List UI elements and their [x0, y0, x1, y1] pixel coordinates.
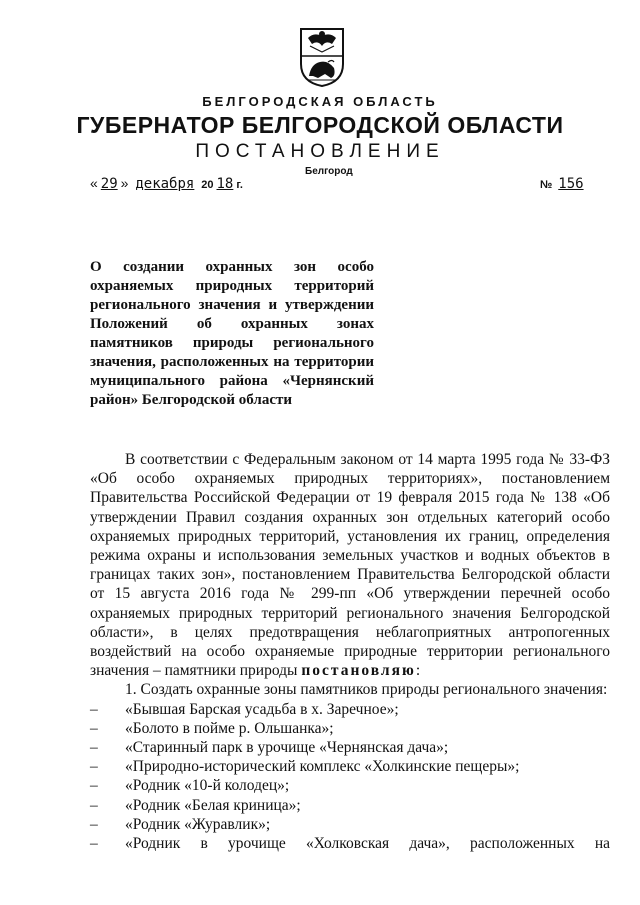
list-dash: –	[90, 719, 98, 737]
decree-subject: О создании охранных зон особо охраняемых природных территорий регионального значения и утверждении Положений об охранных зонах памятников природы регионального значения, расположенных на территории муниципального района «Чернянский район» Белгородской области	[90, 259, 374, 408]
list-item	[90, 815, 610, 834]
date-year-suffix: 18	[216, 176, 234, 192]
preamble-paragraph	[90, 450, 610, 680]
clause-1: 1. Создать охранные зоны памятников природы регионального значения:	[125, 681, 608, 699]
list-item	[90, 776, 610, 795]
list-item	[90, 757, 610, 776]
list-item-text: «Родник «Белая криница»;	[125, 796, 301, 814]
list-item	[90, 738, 610, 757]
list-item	[90, 719, 610, 738]
date-day: 29	[100, 176, 118, 192]
list-dash: –	[90, 758, 98, 776]
list-dash: –	[90, 700, 98, 718]
region-heading: БЕЛГОРОДСКАЯ ОБЛАСТЬ	[202, 94, 438, 109]
decree-word: постановляю	[301, 662, 416, 680]
list-dash: –	[90, 777, 98, 795]
list-dash: –	[90, 835, 98, 853]
decree-number	[540, 175, 590, 192]
document-type: ПОСТАНОВЛЕНИЕ	[195, 141, 445, 162]
preamble-tail: :	[415, 662, 421, 680]
coat-of-arms-icon	[298, 26, 346, 88]
list-item-text: «Родник в урочище «Холковская дача», расположенных на	[125, 835, 610, 853]
list-item	[90, 834, 610, 853]
list-item-text: «Старинный парк в урочище «Чернянская дача»;	[125, 739, 449, 757]
date-year-prefix: 20	[201, 179, 214, 191]
list-item-text: «Родник «Журавлик»;	[125, 815, 271, 833]
list-item-text: «Природно-исторический комплекс «Холкинские пещеры»;	[125, 758, 520, 776]
list-item-text: «Бывшая Барская усадьба в х. Заречное»;	[125, 700, 399, 718]
decree-date	[90, 175, 243, 192]
governor-heading: ГУБЕРНАТОР БЕЛГОРОДСКОЙ ОБЛАСТИ	[76, 112, 564, 138]
preamble-text: В соответствии с Федеральным законом от 14 марта 1995 года № 33-ФЗ «Об особо охраняемых природных территориях», постановлением Правительства Российской Федерации от 19 февраля 2015 года № 138 «Об утверждении Правил создания охранных зон отдельных категорий особо охраняемых природных территорий, установления их границ, определения режима охраны и использования земельных участков и водных объектов в границах таких зон», постановлением Правительства Белгородской области от 15 августа 2016 года № 299-пп «Об утверждении перечней особо охраняемых природных территорий регионального значения Белгородской области», в целях предотвращения неблагоприятных антропогенных воздействий на особо охраняемые природные территории регионального значения – памятники природы	[90, 451, 610, 680]
list-item-text: «Родник «10-й колодец»;	[125, 777, 290, 795]
date-close-quote: »	[120, 175, 129, 191]
list-dash: –	[90, 796, 98, 814]
list-dash: –	[90, 815, 98, 833]
decree-body	[90, 450, 610, 853]
list-item	[90, 700, 610, 719]
list-item	[90, 796, 610, 815]
protected-zones-list	[90, 700, 610, 854]
city-label: Белгород	[305, 166, 353, 177]
list-dash: –	[90, 739, 98, 757]
date-year-abbr: г.	[236, 179, 243, 191]
list-item-text: «Болото в пойме р. Ольшанка»;	[125, 719, 334, 737]
date-month: декабря	[135, 176, 195, 192]
number-value: 156	[558, 176, 584, 192]
number-label: №	[540, 179, 553, 191]
date-open-quote: «	[90, 175, 98, 191]
